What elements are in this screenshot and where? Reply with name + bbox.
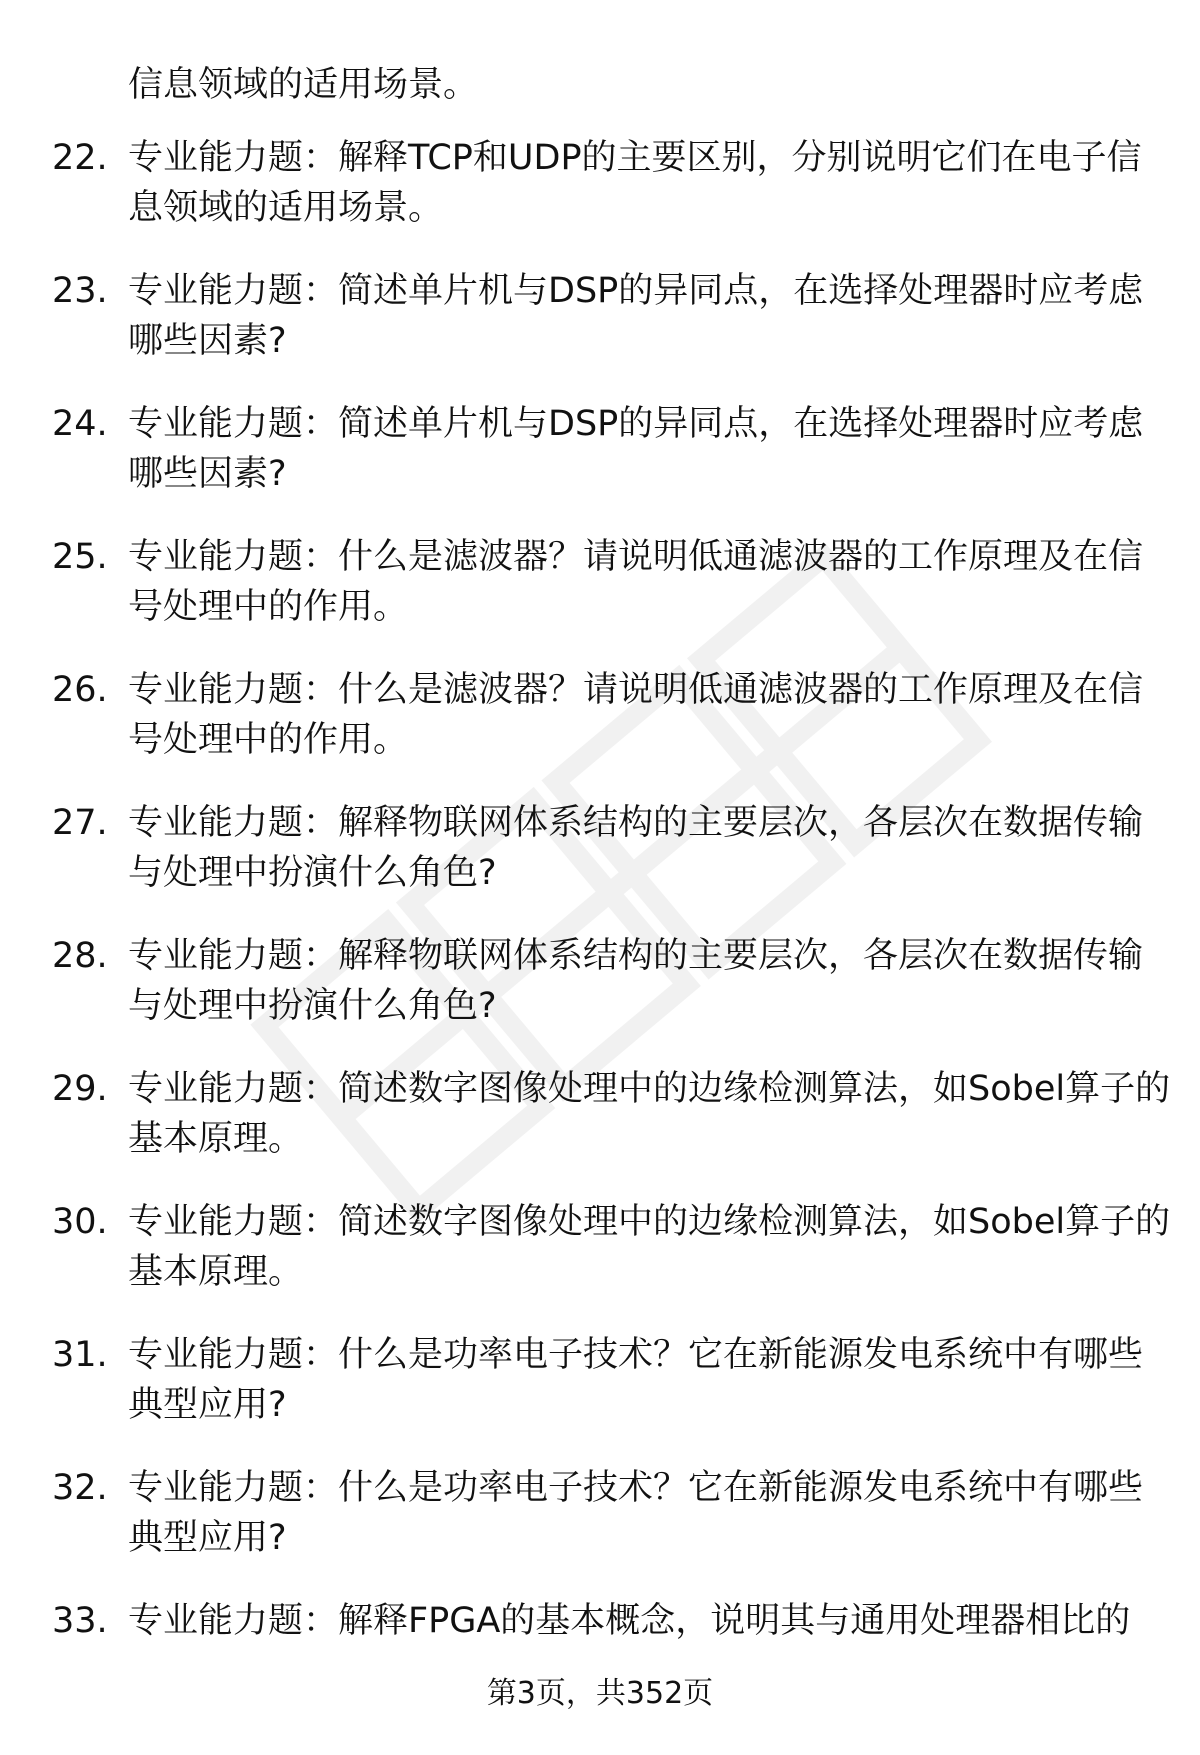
question-number: 33. bbox=[52, 1601, 108, 1641]
question-number: 32. bbox=[52, 1468, 108, 1508]
question-number: 31. bbox=[52, 1335, 108, 1375]
question-list bbox=[0, 133, 1200, 1729]
question-number: 30. bbox=[52, 1202, 108, 1242]
question-text: 专业能力题：什么是功率电子技术？它在新能源发电系统中有哪些典型应用? bbox=[128, 1468, 1144, 1558]
question-item bbox=[0, 399, 1200, 532]
question-item bbox=[0, 1330, 1200, 1463]
question-number: 29. bbox=[52, 1069, 108, 1109]
question-item bbox=[0, 133, 1200, 266]
question-text: 专业能力题：什么是功率电子技术？它在新能源发电系统中有哪些典型应用? bbox=[128, 1335, 1144, 1425]
question-text: 专业能力题：什么是滤波器？请说明低通滤波器的工作原理及在信号处理中的作用。 bbox=[128, 670, 1144, 760]
question-text: 专业能力题：简述数字图像处理中的边缘检测算法，如Sobel算子的基本原理。 bbox=[128, 1069, 1171, 1159]
question-text: 专业能力题：什么是滤波器？请说明低通滤波器的工作原理及在信号处理中的作用。 bbox=[128, 537, 1144, 627]
question-item bbox=[0, 1463, 1200, 1596]
question-item bbox=[0, 1064, 1200, 1197]
question-item bbox=[0, 931, 1200, 1064]
question-text: 专业能力题：解释物联网体系结构的主要层次，各层次在数据传输与处理中扮演什么角色? bbox=[128, 936, 1144, 1026]
question-number: 24. bbox=[52, 404, 108, 444]
question-number: 25. bbox=[52, 537, 108, 577]
question-text: 专业能力题：解释物联网体系结构的主要层次，各层次在数据传输与处理中扮演什么角色? bbox=[128, 803, 1144, 893]
question-text: 专业能力题：解释TCP和UDP的主要区别，分别说明它们在电子信息领域的适用场景。 bbox=[128, 138, 1142, 228]
question-number: 27. bbox=[52, 803, 108, 843]
question-item bbox=[0, 665, 1200, 798]
question-item bbox=[0, 798, 1200, 931]
question-item bbox=[0, 266, 1200, 399]
question-text: 专业能力题：简述数字图像处理中的边缘检测算法，如Sobel算子的基本原理。 bbox=[128, 1202, 1171, 1292]
question-item bbox=[0, 532, 1200, 665]
continuation-text: 信息领域的适用场景。 bbox=[128, 65, 479, 105]
question-number: 28. bbox=[52, 936, 108, 976]
question-number: 22. bbox=[52, 138, 108, 178]
question-text: 专业能力题：简述单片机与DSP的异同点，在选择处理器时应考虑哪些因素? bbox=[128, 271, 1144, 361]
question-number: 26. bbox=[52, 670, 108, 710]
question-number: 23. bbox=[52, 271, 108, 311]
page-footer: 第3页，共352页 bbox=[486, 1676, 714, 1711]
question-item bbox=[0, 1197, 1200, 1330]
question-text: 专业能力题：简述单片机与DSP的异同点，在选择处理器时应考虑哪些因素? bbox=[128, 404, 1144, 494]
question-text: 专业能力题：解释FPGA的基本概念，说明其与通用处理器相比的 bbox=[128, 1601, 1131, 1641]
